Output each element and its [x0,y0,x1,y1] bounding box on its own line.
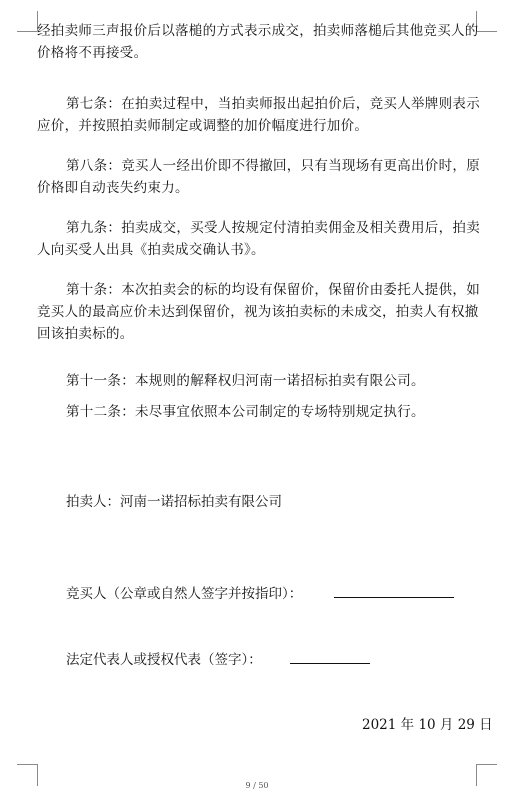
bidder-signature-line [334,597,454,598]
representative-signature-line [290,663,370,664]
bidder-signature-label: 竞买人（公章或自然人签字并按指印）： [66,586,303,602]
crop-mark-bottom-left-h [17,764,37,765]
crop-mark-bottom-right-h [477,764,497,765]
rule-continuation: 经拍卖师三声报价后以落槌的方式表示成交，拍卖师落槌后其他竞买人的价格将不再接受。 [37,23,479,61]
rule-article-11: 第十一条：本规则的解释权归河南一诺招标拍卖有限公司。 [66,373,425,389]
rule-article-10: 第十条：本次拍卖会的标的均设有保留价，保留价由委托人提供，如竞买人的最高应价未达到保留价，视为该拍卖标的未成交，拍卖人有权撤回该拍卖标的。 [37,282,480,342]
rule-article-12: 第十二条：未尽事宜依照本公司制定的专场特别规定执行。 [66,404,425,420]
signing-date: 2021 年 10 月 29 日 [362,717,493,733]
representative-signature-label: 法定代表人或授权代表（签字）： [66,652,262,668]
page-number: 9 / 50 [245,781,269,790]
rule-article-9: 第九条：拍卖成交，买受人按规定付清拍卖佣金及相关费用后，拍卖人向买受人出具《拍卖成交确认书》。 [37,220,480,258]
rule-article-8: 第八条：竞买人一经出价即不得撤回，只有当现场有更高出价时，原价格即自动丧失约束力。 [37,158,480,196]
auctioneer-name: 拍卖人：河南一诺招标拍卖有限公司 [66,494,282,510]
rule-article-7: 第七条：在拍卖过程中，当拍卖师报出起拍价后，竞买人举牌则表示应价，并按照拍卖师制定或调整的加价幅度进行加价。 [37,96,480,134]
crop-mark-top-left-h [17,31,37,32]
